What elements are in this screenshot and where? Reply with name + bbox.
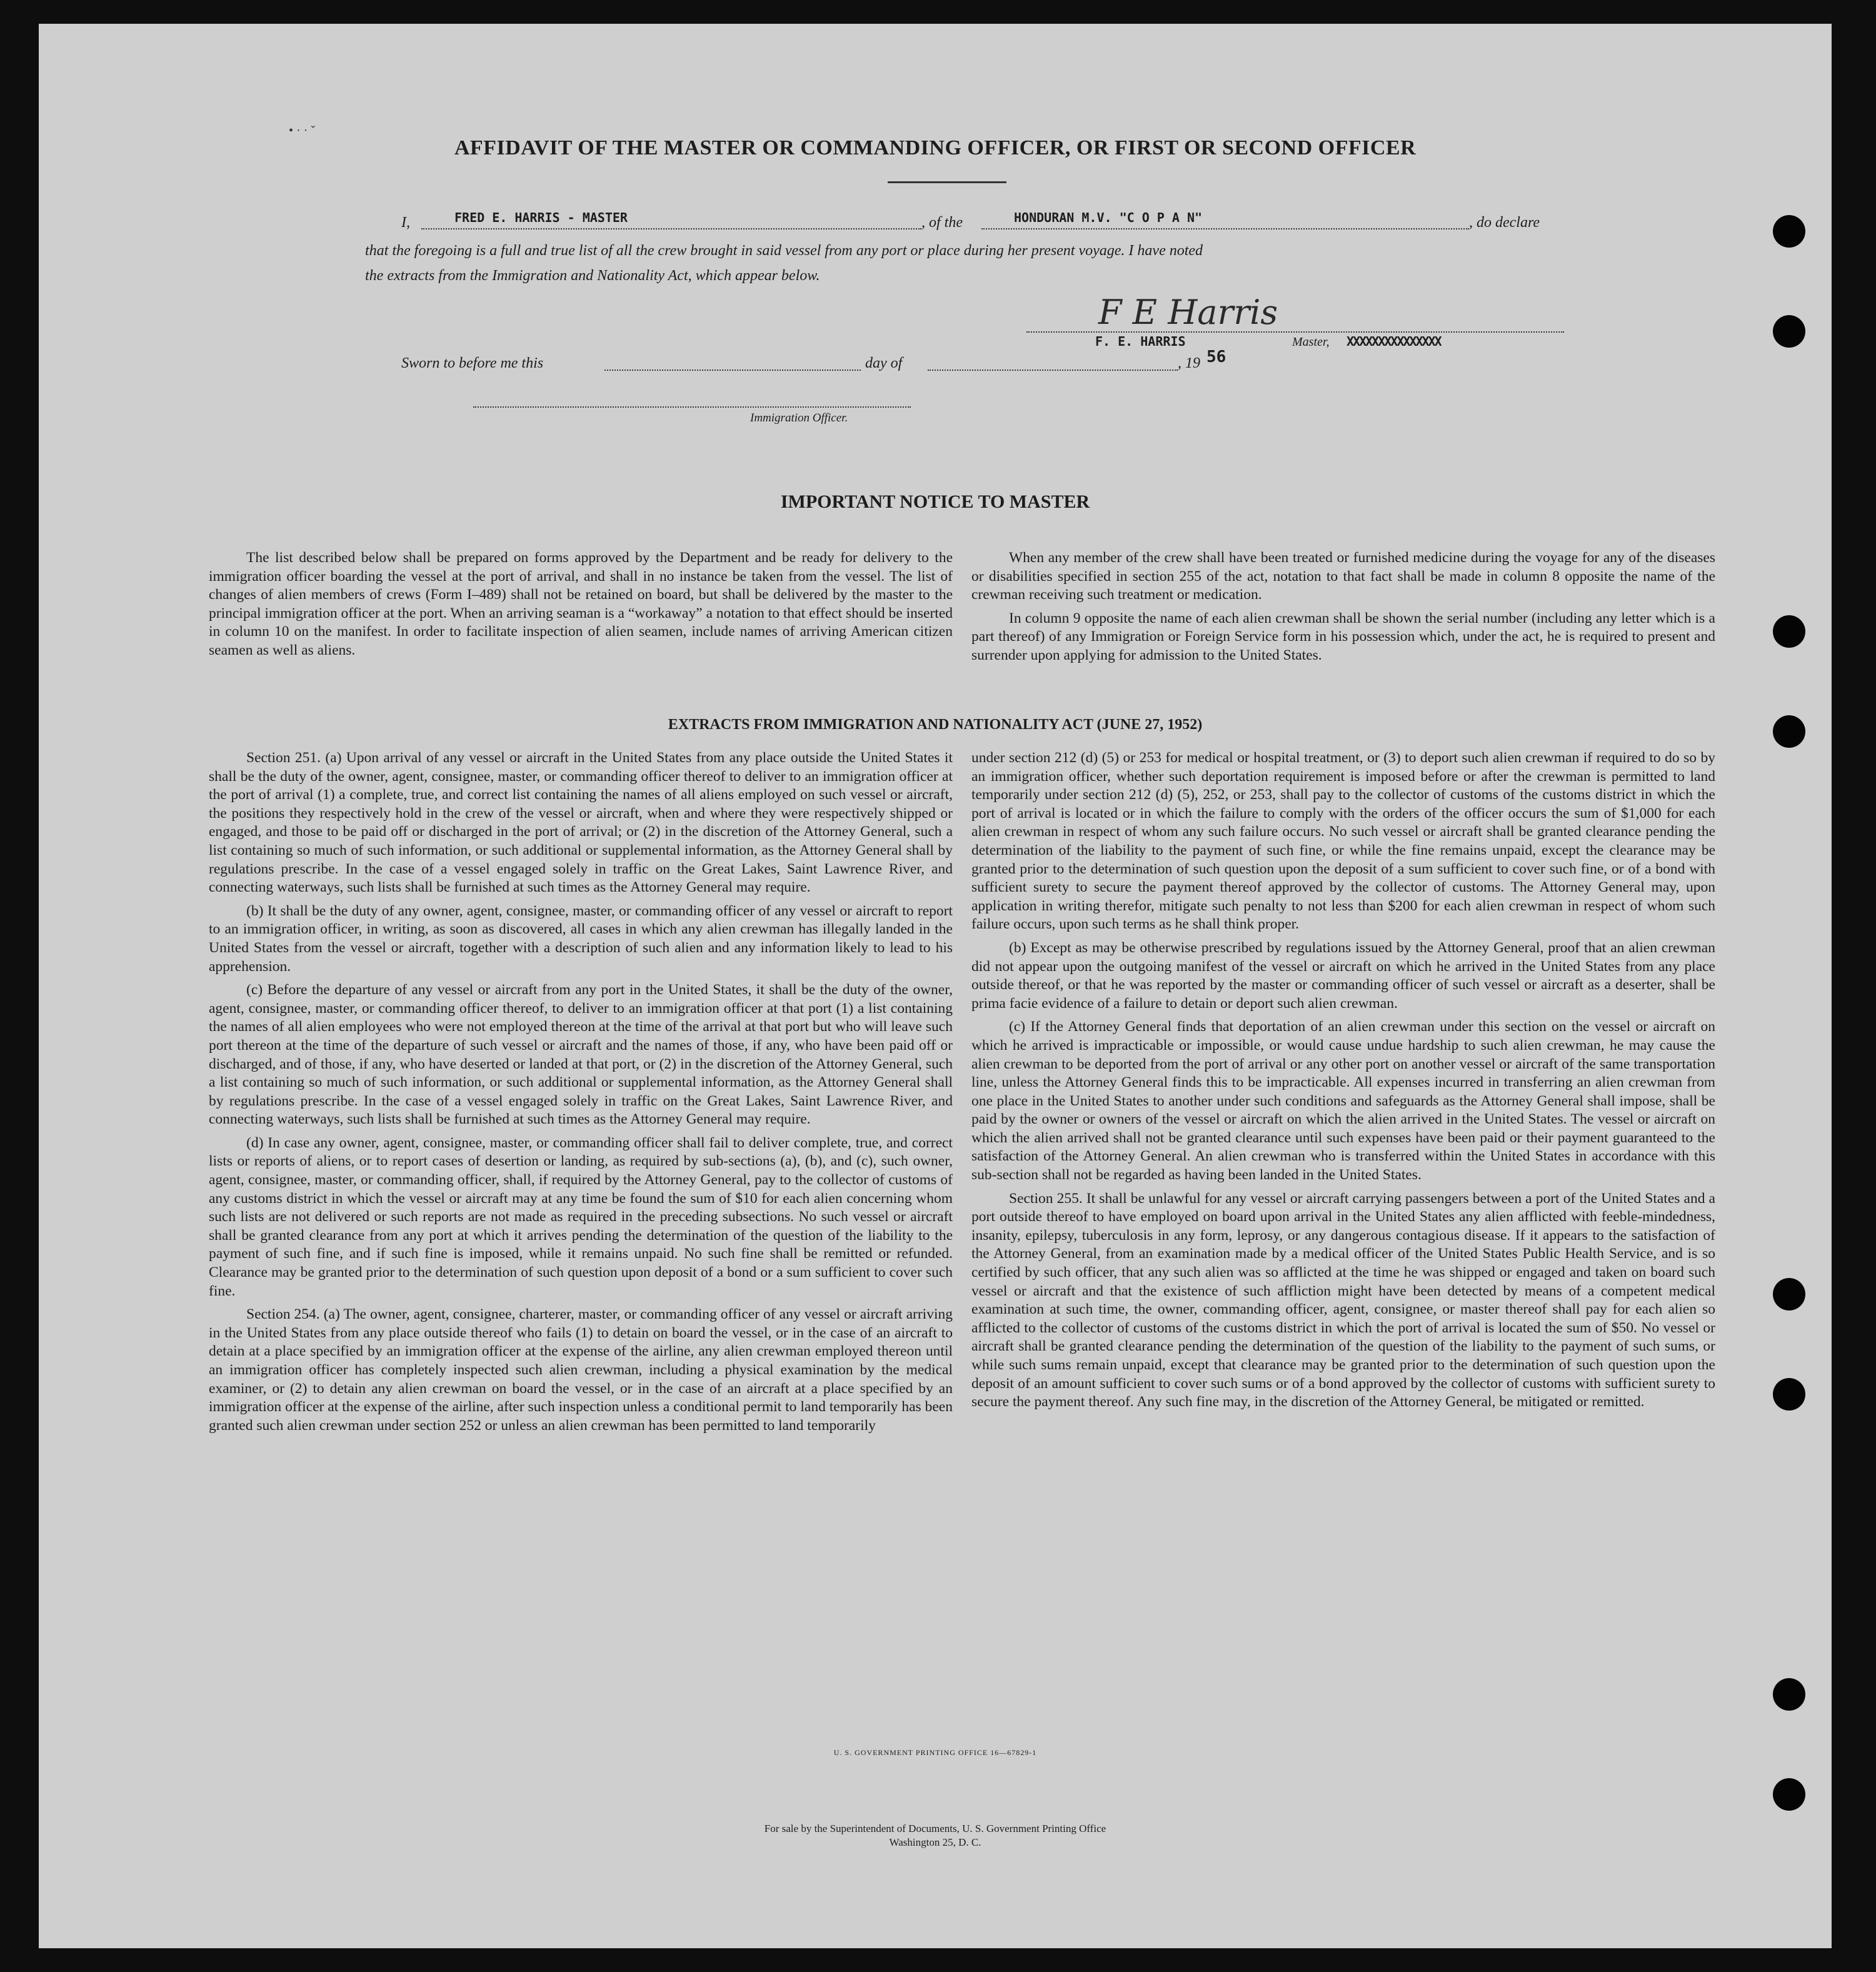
section-251-a: Section 251. (a) Upon arrival of any vessel or aircraft in the United States from any place outside the United States it shall be the duty of the owner, agent, consignee, master, or commanding officer thereof to deliver to an immigration officer at the port of arrival (1) a complete, true, and correct list containing the names of all aliens employed on such vessel or aircraft, the positions they respectively hold in the crew of the vessel or aircraft, when and where they were respectively shipped or engaged, and those to be paid off or discharged in the port of arrival; or (2) in the discretion of the Attorney General, such a list containing so much of such information, or such additional or supplemental information, as the Attorney General shall by regulations prescribe. In the case of a vessel engaged solely in traffic on the Great Lakes, Saint Lawrence River, and connecting waterways, such lists shall be furnished at such times as the Attorney General may require. [209,750,953,896]
section-255: Section 255. It shall be unlawful for any vessel or aircraft carrying passengers between a port of the United States and a port outside thereof to have employed on board upon arrival in the United States any alien afflicted with feeble-mindedness, insanity, epilepsy, tuberculosis in any form, leprosy, or any dangerous contagious disease. If it appears to the satisfaction of the Attorney General, from an examination made by a medical officer of the United States Public Health Service, and is so certified by such officer, that any such alien was so afflicted at the time he was shipped or engaged and taken on board such vessel or aircraft and that the existence of such affliction might have been detected by means of a competent medical examination at such time, the owner, commanding officer, agent, consignee, or master thereof shall pay for each alien so afflicted to the collector of customs of the customs district in which the port of arrival is located the sum of $50. No vessel or aircraft shall be granted clearance pending the determination of the question of the liability to the payment of such sums, or while such sums remain unpaid, except that clearance may be granted prior to the determination of such question upon the deposit of an amount sufficient to cover such sums or of a bond approved by the collector of customs with sufficient surety to secure the payment thereof. Any such fine may, in the discretion of the Attorney General, be mitigated or remitted. [971,1190,1715,1411]
punch-hole [1773,1678,1805,1711]
master-label: Master, [1292,335,1330,349]
year-suffix: 56 [1206,348,1226,366]
of-the-label: , of the [921,214,963,231]
extracts-right-column [971,749,1715,1417]
vessel-value: HONDURAN M.V. "C O P A N" [1014,210,1203,225]
sale-notice [39,1822,1832,1849]
punch-hole [1773,215,1805,248]
punch-hole [1773,715,1805,748]
punch-hole [1773,315,1805,348]
declare-label: , do declare [1469,214,1540,231]
notice-right-paragraph-1: When any member of the crew shall have been treated or furnished medicine during the voyage for any of the diseases or disabilities specified in section 255 of the act, notation to that fact shall be made in column 8 opposite the name of the crewman receiving such treatment or medication. [971,550,1715,603]
notice-left-column [209,549,953,665]
section-251-c: (c) Before the departure of any vessel or aircraft from any port in the United States, it shall be the duty of the owner, agent, consignee, master, or commanding officer thereof, to deliver to an immigration officer at that port (1) a list containing the names of all alien employees who were not employed thereon at the time of the arrival at that port but who will leave such port thereon at the time of the departure of such vessel or aircraft and the names of those, if any, who have been paid off or discharged, and of those, if any, who have deserted or landed at that port, or (2) in the discretion of the Attorney General, such a list containing so much of such information, or such additional or supplemental information, as the Attorney General shall by regulations prescribe. In the case of a vessel engaged solely in traffic on the Great Lakes, Saint Lawrence River, and connecting waterways, such lists shall be furnished at such times as the Attorney General may require. [209,982,953,1128]
section-251-d: (d) In case any owner, agent, consignee, master, or commanding officer shall fail to deliver complete, true, and correct lists or reports of aliens, or to report cases of desertion or landing, as required by sub-sections (a), (b), and (c), such owner, agent, consignee, master, or commanding officer, shall, if required by the Attorney General, pay to the collector of customs of any customs district in which the vessel or aircraft may at any time be found the sum of $10 for each alien concerning whom such lists are not delivered or such reports are not made as required in the preceding subsections. No such vessel or aircraft shall be granted clearance from any port at which it arrives pending the determination of the question of the liability to the payment of such fine, and if such fine is imposed, while it remains unpaid. No such fine shall be remitted or refunded. Clearance may be granted prior to the determination of such question upon deposit of a bond or a sum sufficient to cover such fine. [209,1134,953,1299]
document-page [39,24,1832,1948]
extracts-left-column [209,749,953,1440]
sworn-label: Sworn to before me this [401,355,544,371]
immigration-officer-line [473,406,911,408]
affidavit-title: AFFIDAVIT OF THE MASTER OR COMMANDING OFFICER, OR FIRST OR SECOND OFFICER [454,136,1417,159]
sale-notice-line-2: Washington 25, D. C. [889,1836,981,1848]
signature-typed-name: F. E. HARRIS [1095,334,1186,349]
master-signature: F E Harris [1098,293,1278,332]
affidavit-line-3: the extracts from the Immigration and Nationality Act, which appear below. [365,268,820,284]
affidavit-line-2: that the foregoing is a full and true list of all the crew brought in said vessel from any port or place during her present voyage. I have noted [365,243,1203,259]
punch-hole [1773,615,1805,648]
sale-notice-line-1: For sale by the Superintendent of Documents, U. S. Government Printing Office [764,1823,1106,1834]
i-label: I, [401,214,410,231]
sworn-month-line [928,370,1178,371]
punch-hole [1773,1378,1805,1411]
extracts-title: EXTRACTS FROM IMMIGRATION AND NATIONALITY ACT (JUNE 27, 1952) [668,717,1203,733]
section-254-c: (c) If the Attorney General finds that deportation of an alien crewman under this section on the vessel or aircraft on which he arrived is impracticable or impossible, or would cause undue hardship to such alien crewman, he may cause the alien crewman to be deported from the port of arrival or any other port on another vessel or aircraft of the same transportation line, unless the Attorney General finds this to be impracticable. All expenses incurred in transferring an alien crewman from one place in the United States to another under such conditions and safeguards as the Attorney General shall impose, shall be paid by the owner or owners of the vessel or aircraft on which the alien arrived in the United States. The vessel or aircraft on which the alien arrived shall not be granted clearance until such expenses have been paid or their payment guaranteed to the satisfaction of the Attorney General. An alien crewman who is transferred within the United States in accordance with this sub-section shall not be regarded as having been landed in the United States. [971,1019,1715,1184]
master-struck-text: XXXXXXXXXXXXXXX [1347,334,1441,349]
day-of-label: day of [865,355,903,371]
notice-left-paragraph: The list described below shall be prepared on forms approved by the Department and be ready for delivery to the immigration officer boarding the vessel at the port of arrival, and shall in no instance be taken from the vessel. The list of changes of alien members of crews (Form I–489) shall not be retained on board, but shall be delivered by the master to the principal immigration officer at the port. When an arriving seaman is a “workaway” a notation to that effect should be inserted in column 10 on the manifest. In order to facilitate inspection of alien seamen, include names of arriving American citizen seamen as well as aliens. [209,550,953,658]
section-251-b: (b) It shall be the duty of any owner, agent, consignee, master, or commanding officer of any vessel or aircraft to report to an immigration officer, in writing, as soon as discovered, all cases in which any alien crewman has illegally landed in the United States from the vessel or aircraft, together with a description of such alien and any information likely to lead to his apprehension. [209,902,953,975]
punch-hole [1773,1278,1805,1310]
immigration-officer-label: Immigration Officer. [750,411,848,425]
signature-line [1026,331,1564,333]
section-254-b: (b) Except as may be otherwise prescribed by regulations issued by the Attorney General, proof that an alien crewman did not appear upon the outgoing manifest of the vessel or aircraft on which he arrived in the United States from any place outside thereof, or that he was reported by the master or commanding officer of such vessel or aircraft as a deserter, shall be prima facie evidence of a failure to detain or deport such alien crewman. [971,939,1715,1012]
notice-right-column [971,549,1715,670]
notice-right-paragraph-2: In column 9 opposite the name of each alien crewman shall be shown the serial number (including any letter which is a part thereof) of any Immigration or Foreign Service form in his possession which, under the act, he is required to present and surrender upon applying for admission to the United States. [971,610,1715,663]
title-rule [888,181,1006,183]
year-prefix: , 19 [1178,355,1200,371]
stray-marks: • · · ˇ [289,124,315,138]
vessel-line [981,228,1469,229]
section-254-a: Section 254. (a) The owner, agent, consignee, charterer, master, or commanding officer of any vessel or aircraft arriving in the United States from any place outside thereof who fails (1) to detain on board the vessel, or in the case of an aircraft to detain at a place specified by an immigration officer at the expense of the airline, any alien crewman employed thereon until an immigration officer has completely inspected such alien crewman, including a physical examination by the medical examiner, or (2) to detain any alien crewman on board the vessel, or in the case of an aircraft at a place specified by an immigration officer at the expense of the airline, after such inspection unless a conditional permit to land temporarily has been granted such alien crewman under section 252 or unless an alien crewman has been permitted to land temporarily [209,1306,953,1434]
section-254-a-continued: under section 212 (d) (5) or 253 for medical or hospital treatment, or (3) to deport such alien crewman if required to do so by an immigration officer, whether such deportation requirement is imposed before or after the crewman is permitted to land temporarily under section 212 (d) (5), 252, or 253, shall pay to the collector of customs of the customs district in which the port of arrival is located or in which the failure to comply with the orders of the officer occurs the sum of $1,000 for each alien crewman in respect of whom any such failure occurs. No such vessel or aircraft shall be granted clearance pending the determination of the liability to the payment of such fine, or while the fine remains unpaid, except the clearance may be granted prior to the determination of such question upon the deposit of a sum sufficient to cover such fine, or of a bond with sufficient surety to secure the payment thereof approved by the collector of customs. The Attorney General may, upon application in writing therefor, mitigate such penalty to not less than $200 for each alien crewman in respect of whom such failure occurs, upon such terms as he shall think proper. [971,750,1715,933]
sworn-day-line [604,370,861,371]
punch-hole [1773,1778,1805,1811]
master-name-line [421,228,921,229]
master-name-value: FRED E. HARRIS - MASTER [454,210,628,225]
printing-office-line: U. S. GOVERNMENT PRINTING OFFICE 16—67829-1 [833,1748,1037,1757]
notice-title: IMPORTANT NOTICE TO MASTER [780,491,1090,512]
